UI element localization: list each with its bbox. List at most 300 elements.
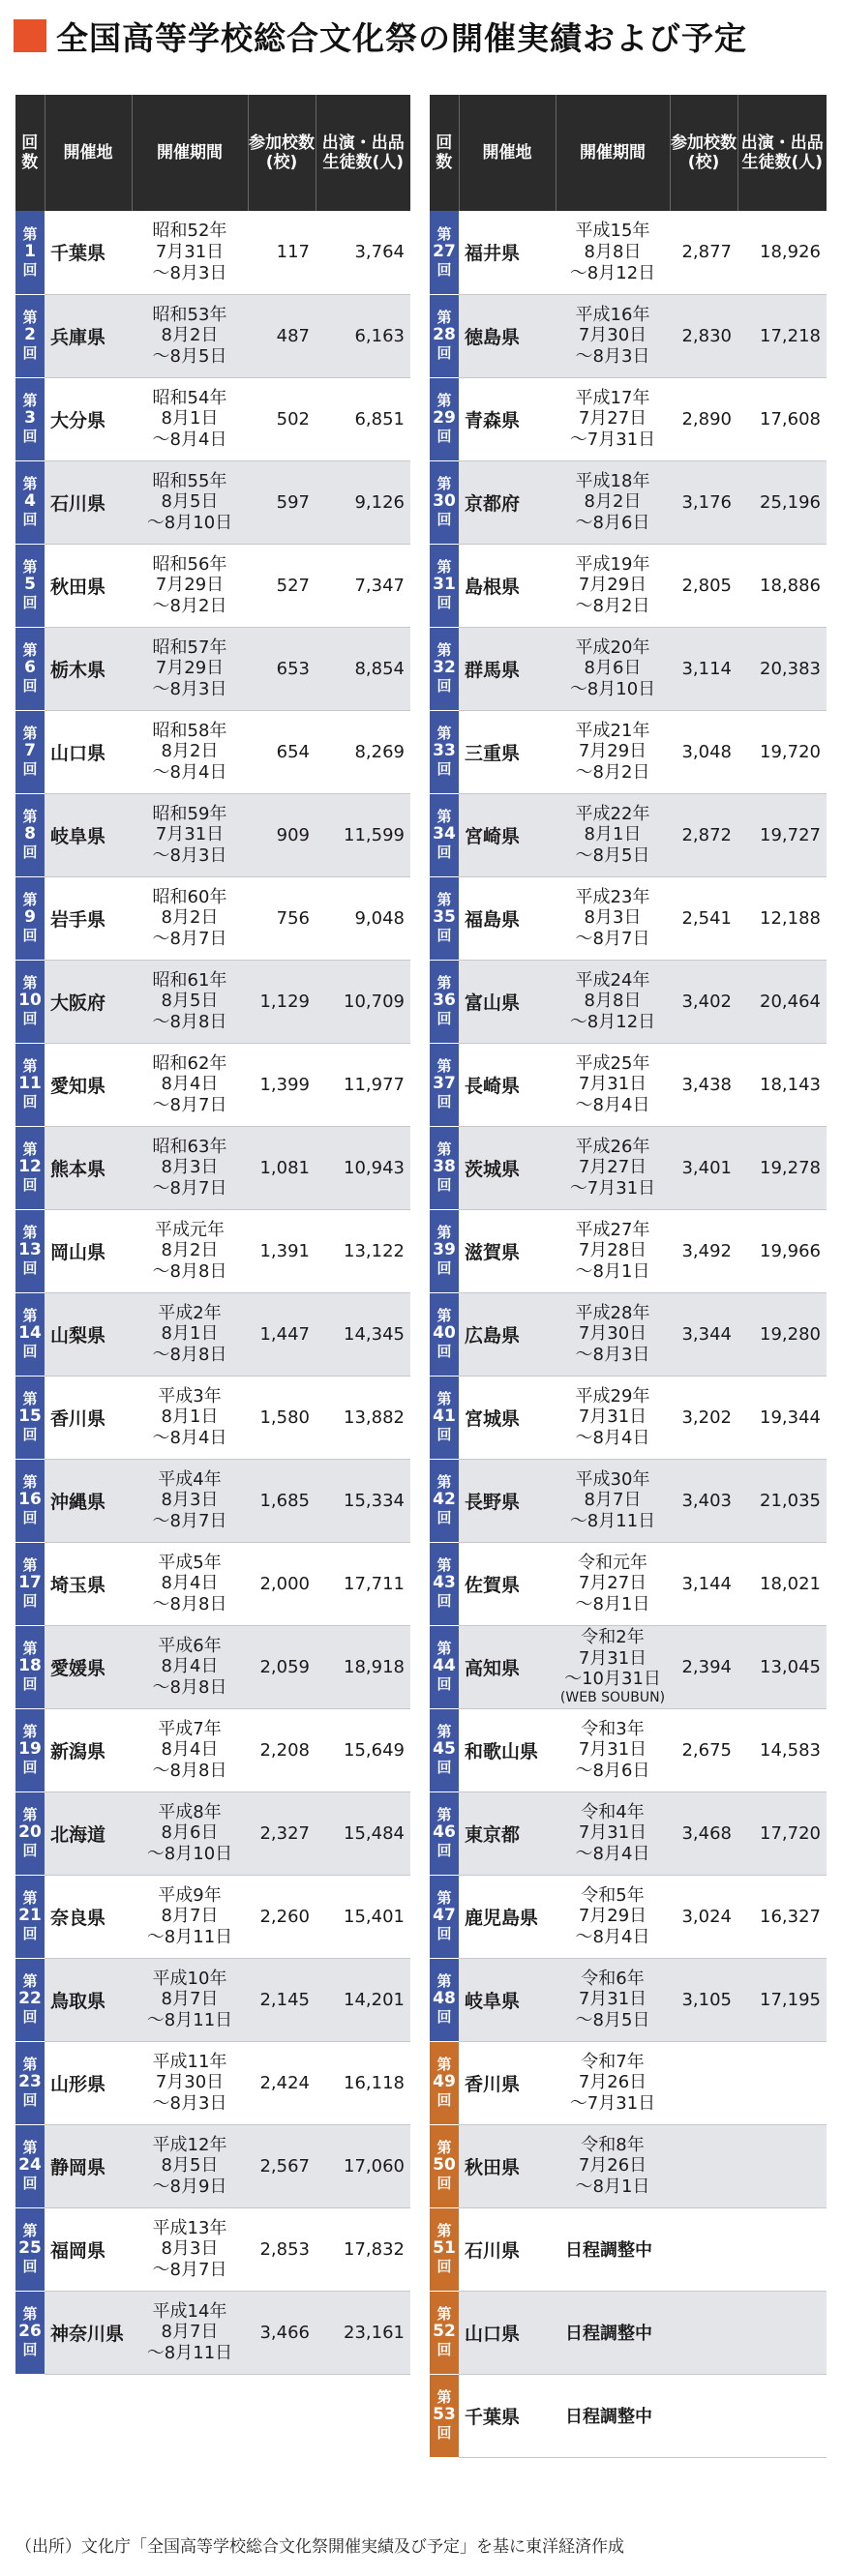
period-line: 8月8日: [584, 241, 642, 262]
edition-number: 30: [433, 491, 456, 512]
period-line: 令和元年: [578, 1552, 647, 1573]
edition-suffix: 回: [436, 593, 452, 611]
period-line: 昭和60年: [152, 886, 227, 907]
period-line: 平成22年: [575, 803, 650, 824]
table-row: [15, 1292, 410, 1376]
period-line: 〜8月11日: [146, 2009, 233, 2030]
participating-schools: 527: [248, 544, 316, 627]
edition-prefix: 第: [436, 807, 452, 825]
table-row: [430, 211, 827, 294]
participating-schools: 654: [248, 710, 316, 793]
participating-schools: 2,541: [670, 876, 737, 960]
participating-students: 6,851: [316, 377, 410, 460]
host-prefecture: 島根県: [459, 544, 556, 627]
period-line: 〜8月1日: [575, 1260, 650, 1282]
edition-number-cell: [15, 2291, 45, 2374]
table-row: [430, 1043, 827, 1126]
participating-students: 18,886: [737, 544, 827, 627]
header-schools: 参加校数(校): [248, 95, 316, 211]
edition-prefix: 第: [436, 973, 452, 992]
edition-number-cell: [15, 1376, 45, 1459]
table-row: [430, 1791, 827, 1875]
edition-prefix: 第: [22, 724, 38, 742]
edition-number: 48: [433, 1989, 456, 2009]
host-prefecture: 和歌山県: [459, 1708, 556, 1791]
period-line: 7月30日: [155, 2072, 225, 2093]
host-prefecture: 宮崎県: [459, 793, 556, 876]
edition-prefix: 第: [22, 973, 38, 992]
period-line: 〜8月8日: [152, 1593, 227, 1614]
table-body-left: [15, 211, 410, 2374]
participating-schools: 3,024: [670, 1875, 737, 1958]
participating-students: 18,918: [316, 1625, 410, 1708]
edition-number: 41: [433, 1406, 456, 1427]
edition-number-cell: [430, 211, 459, 294]
period-line: 平成29年: [575, 1385, 650, 1406]
edition-number: 15: [18, 1406, 42, 1427]
event-period: [132, 2291, 248, 2374]
table-row: [15, 793, 410, 876]
period-line: 8月3日: [161, 1157, 219, 1178]
event-period: [132, 294, 248, 377]
period-line: 平成4年: [158, 1468, 222, 1490]
edition-suffix: 回: [22, 2340, 38, 2358]
edition-number: 26: [18, 2322, 42, 2342]
edition-suffix: 回: [22, 759, 38, 778]
edition-suffix: 回: [436, 843, 452, 861]
period-line: 8月3日: [584, 907, 642, 929]
edition-number: 45: [433, 1739, 456, 1760]
period-line: 〜8月5日: [575, 2009, 650, 2030]
table-row: [15, 2124, 410, 2207]
period-line: 平成8年: [158, 1801, 222, 1822]
period-line: 〜8月5日: [152, 345, 227, 367]
participating-students: 8,269: [316, 710, 410, 793]
participating-students: 21,035: [737, 1459, 827, 1542]
participating-students: 23,161: [316, 2291, 410, 2374]
header-place: 開催地: [45, 95, 132, 211]
period-line: 〜8月11日: [569, 1510, 656, 1531]
edition-number-cell: [430, 1376, 459, 1459]
edition-number-cell: [15, 2207, 45, 2291]
table-row: [430, 1625, 827, 1708]
period-line: 昭和52年: [152, 221, 227, 242]
table-header-row: [15, 95, 410, 211]
participating-students: 25,196: [737, 460, 827, 544]
host-prefecture: 埼玉県: [45, 1542, 132, 1625]
host-prefecture: 岩手県: [45, 876, 132, 960]
period-line: 〜8月8日: [152, 1344, 227, 1365]
event-period: [132, 1376, 248, 1459]
edition-suffix: 回: [22, 2090, 38, 2109]
edition-number-cell: [15, 710, 45, 793]
period-line: 平成30年: [575, 1468, 650, 1490]
host-prefecture: 鳥取県: [45, 1958, 132, 2041]
period-line: 8月5日: [161, 2155, 219, 2176]
participating-schools: 1,129: [248, 960, 316, 1043]
event-period: [556, 960, 670, 1043]
period-line: 平成10年: [152, 1968, 227, 1989]
event-period: [132, 1043, 248, 1126]
edition-prefix: 第: [22, 1306, 38, 1324]
host-prefecture: 石川県: [45, 460, 132, 544]
edition-prefix: 第: [436, 890, 452, 908]
edition-number: 18: [18, 1656, 42, 1676]
edition-suffix: 回: [436, 1674, 452, 1693]
edition-number: 7: [24, 741, 36, 761]
edition-prefix: 第: [436, 640, 452, 659]
edition-number-cell: [15, 1292, 45, 1376]
period-line: 令和2年: [581, 1627, 645, 1648]
edition-number-cell: [15, 460, 45, 544]
edition-prefix: 第: [436, 1140, 452, 1158]
period-line: 8月4日: [161, 1074, 219, 1095]
participating-students: 13,882: [316, 1376, 410, 1459]
participating-schools: 2,805: [670, 544, 737, 627]
period-line: 〜8月7日: [152, 1177, 227, 1199]
period-line: 7月31日: [578, 1822, 647, 1844]
participating-students: 8,854: [316, 627, 410, 710]
header-period: 開催期間: [556, 95, 670, 211]
period-line: 平成5年: [158, 1552, 222, 1573]
edition-prefix: 第: [22, 557, 38, 576]
edition-prefix: 第: [22, 1639, 38, 1657]
participating-students: 10,943: [316, 1126, 410, 1209]
participating-students: 17,195: [737, 1958, 827, 2041]
edition-prefix: 第: [22, 890, 38, 908]
period-line: 昭和53年: [152, 304, 227, 325]
participating-schools: 3,492: [670, 1209, 737, 1292]
edition-prefix: 第: [22, 1805, 38, 1823]
table-row: [15, 1043, 410, 1126]
period-line: 〜8月10日: [146, 1843, 233, 1864]
participating-schools: 3,468: [670, 1791, 737, 1875]
table-row: [430, 544, 827, 627]
participating-schools: 1,081: [248, 1126, 316, 1209]
host-prefecture: 香川県: [459, 2041, 556, 2124]
edition-number: 19: [18, 1739, 42, 1760]
edition-prefix: 第: [436, 1555, 452, 1574]
edition-suffix: 回: [436, 926, 452, 944]
period-line: 7月29日: [578, 1906, 647, 1927]
edition-number: 25: [18, 2238, 42, 2259]
host-prefecture: 富山県: [459, 960, 556, 1043]
edition-suffix: 回: [436, 2257, 452, 2275]
event-period: [132, 1625, 248, 1708]
period-line: 7月27日: [578, 1157, 647, 1178]
edition-prefix: 第: [22, 308, 38, 326]
participating-schools: 3,176: [670, 460, 737, 544]
host-prefecture: 広島県: [459, 1292, 556, 1376]
edition-number-cell: [15, 211, 45, 294]
edition-number-cell: [430, 1958, 459, 2041]
table-row: [430, 1126, 827, 1209]
period-line: 7月31日: [578, 1074, 647, 1095]
participating-students: 6,163: [316, 294, 410, 377]
period-line: 7月31日: [578, 1739, 647, 1761]
edition-prefix: 第: [436, 1888, 452, 1907]
participating-schools: 3,048: [670, 710, 737, 793]
period-line: 平成3年: [158, 1385, 222, 1406]
table-row: [15, 2207, 410, 2291]
participating-schools: 2,877: [670, 211, 737, 294]
period-line: 7月26日: [578, 2155, 647, 2176]
edition-number-cell: [430, 793, 459, 876]
table-row: [15, 1459, 410, 1542]
edition-number: 4: [24, 491, 36, 512]
period-line: 7月31日: [155, 824, 225, 845]
edition-number-cell: [430, 1875, 459, 1958]
host-prefecture: 大阪府: [45, 960, 132, 1043]
edition-number: 11: [18, 1074, 42, 1094]
edition-prefix: 第: [436, 1971, 452, 1990]
participating-schools: 117: [248, 211, 316, 294]
host-prefecture: 愛知県: [45, 1043, 132, 1126]
edition-number: 6: [24, 658, 36, 678]
table-row: [430, 1708, 827, 1791]
edition-number-cell: [430, 1126, 459, 1209]
period-line: 〜8月4日: [575, 1094, 650, 1115]
edition-suffix: 回: [436, 1092, 452, 1110]
period-line: 昭和59年: [152, 803, 227, 824]
edition-number-cell: [15, 1708, 45, 1791]
edition-number: 37: [433, 1074, 456, 1094]
edition-prefix: 第: [436, 224, 452, 243]
host-prefecture: 大分県: [45, 377, 132, 460]
table-row: [430, 627, 827, 710]
host-prefecture: 岡山県: [45, 1209, 132, 1292]
participating-students: 16,327: [737, 1875, 827, 1958]
edition-suffix: 回: [22, 510, 38, 528]
period-line: 〜8月5日: [575, 844, 650, 866]
participating-students: 17,218: [737, 294, 827, 377]
edition-number-cell: [15, 793, 45, 876]
table-row: [15, 2041, 410, 2124]
edition-number-cell: [430, 876, 459, 960]
table-row: [15, 1542, 410, 1625]
edition-prefix: 第: [436, 557, 452, 576]
period-line: 7月27日: [578, 408, 647, 429]
period-line: 〜8月8日: [152, 1676, 227, 1698]
period-line: 8月4日: [161, 1656, 219, 1677]
period-line: 〜8月8日: [152, 1260, 227, 1282]
table-row: [430, 876, 827, 960]
event-period: [556, 876, 670, 960]
event-period: [132, 710, 248, 793]
participating-schools: 2,145: [248, 1958, 316, 2041]
host-prefecture: 高知県: [459, 1625, 556, 1708]
event-period: [556, 710, 670, 793]
period-line: 平成2年: [158, 1302, 222, 1323]
host-prefecture: 長野県: [459, 1459, 556, 1542]
host-prefecture: 山梨県: [45, 1292, 132, 1376]
edition-prefix: 第: [436, 1805, 452, 1823]
edition-number-cell: [430, 460, 459, 544]
edition-suffix: 回: [22, 1508, 38, 1526]
edition-number: 50: [433, 2155, 456, 2176]
table-row: [430, 2207, 827, 2291]
event-period: [132, 960, 248, 1043]
participating-schools: 3,344: [670, 1292, 737, 1376]
edition-number: 40: [433, 1323, 456, 1344]
participating-schools: 2,872: [670, 793, 737, 876]
participating-students: 13,045: [737, 1625, 827, 1708]
table-row: [430, 1209, 827, 1292]
edition-suffix: 回: [436, 343, 452, 362]
event-period: [556, 1459, 670, 1542]
table-row: [15, 544, 410, 627]
period-line: 平成16年: [575, 304, 650, 325]
participating-schools: 1,399: [248, 1043, 316, 1126]
period-line: 7月28日: [578, 1240, 647, 1261]
participating-students: 19,720: [737, 710, 827, 793]
table-row: [15, 876, 410, 960]
edition-prefix: 第: [22, 807, 38, 825]
event-period: [132, 211, 248, 294]
participating-schools: 2,853: [248, 2207, 316, 2291]
event-period: [132, 1958, 248, 2041]
participating-students: 10,709: [316, 960, 410, 1043]
period-line: 平成14年: [152, 2300, 227, 2322]
period-line: 〜8月4日: [575, 1843, 650, 1864]
event-period: [556, 2041, 670, 2124]
edition-prefix: 第: [22, 1223, 38, 1241]
edition-number: 2: [24, 325, 36, 345]
participating-students: 17,832: [316, 2207, 410, 2291]
participating-schools: 2,394: [670, 1625, 737, 1708]
participating-schools: 2,890: [670, 377, 737, 460]
host-prefecture: 秋田県: [45, 544, 132, 627]
participating-students: 20,383: [737, 627, 827, 710]
edition-prefix: 第: [436, 2055, 452, 2073]
participating-students: 11,977: [316, 1043, 410, 1126]
edition-suffix: 回: [22, 926, 38, 944]
period-line: 昭和63年: [152, 1136, 227, 1157]
period-line: 昭和56年: [152, 553, 227, 575]
table-row: [15, 1708, 410, 1791]
table-row: [15, 1875, 410, 1958]
edition-number: 10: [18, 991, 42, 1011]
period-line: 〜8月10日: [146, 512, 233, 533]
table-body-right: [430, 211, 827, 2457]
period-line: 8月2日: [584, 491, 642, 513]
source-footnote: （出所）文化庁「全国高等学校総合文化祭開催実績及び予定」を基に東洋経済作成: [15, 2537, 624, 2557]
participating-schools: 3,401: [670, 1126, 737, 1209]
edition-number: 43: [433, 1573, 456, 1593]
event-period: [556, 294, 670, 377]
edition-prefix: 第: [22, 1888, 38, 1907]
participating-students: 15,649: [316, 1708, 410, 1791]
period-line: 〜8月7日: [152, 2259, 227, 2280]
period-line: 7月27日: [578, 1573, 647, 1594]
edition-suffix: 回: [436, 1342, 452, 1360]
edition-number: 16: [18, 1490, 42, 1510]
participating-students: 19,278: [737, 1126, 827, 1209]
event-period: [132, 377, 248, 460]
event-period: [556, 1376, 670, 1459]
participating-students: 20,464: [737, 960, 827, 1043]
participating-schools: 2,567: [248, 2124, 316, 2207]
edition-prefix: 第: [436, 1639, 452, 1657]
edition-number: 52: [433, 2322, 456, 2342]
host-prefecture: 鹿児島県: [459, 1875, 556, 1958]
period-line: 昭和62年: [152, 1052, 227, 1074]
edition-suffix: 回: [436, 1591, 452, 1610]
edition-number: 5: [24, 575, 36, 595]
period-line: 8月2日: [161, 907, 219, 929]
edition-number: 21: [18, 1906, 42, 1926]
edition-suffix: 回: [22, 1758, 38, 1776]
edition-suffix: 回: [436, 676, 452, 695]
host-prefecture: 山形県: [45, 2041, 132, 2124]
period-line: 平成12年: [152, 2134, 227, 2155]
edition-suffix: 回: [436, 2174, 452, 2192]
edition-number-cell: [15, 1459, 45, 1542]
table-row: [430, 2124, 827, 2207]
edition-number: 38: [433, 1157, 456, 1177]
participating-students: 15,401: [316, 1875, 410, 1958]
event-period: [556, 1542, 670, 1625]
edition-prefix: 第: [22, 1056, 38, 1075]
participating-students: 13,122: [316, 1209, 410, 1292]
table-header-row: [430, 95, 827, 211]
period-line: 平成6年: [158, 1635, 222, 1656]
results-table-right: [430, 95, 827, 2458]
edition-number: 44: [433, 1656, 456, 1676]
period-line: 〜8月3日: [575, 345, 650, 367]
participating-students: 18,021: [737, 1542, 827, 1625]
period-line: 〜8月1日: [575, 2176, 650, 2197]
event-period: [132, 793, 248, 876]
edition-number-cell: [15, 960, 45, 1043]
participating-students: 17,060: [316, 2124, 410, 2207]
participating-students: 18,143: [737, 1043, 827, 1126]
participating-schools: 2,059: [248, 1625, 316, 1708]
period-line: 〜8月9日: [152, 2176, 227, 2197]
edition-suffix: 回: [22, 2174, 38, 2192]
period-line: 〜10月31日: [564, 1669, 661, 1690]
header-schools: 参加校数(校): [670, 95, 737, 211]
event-period: [556, 377, 670, 460]
results-table-left: [15, 95, 410, 2375]
period-line: 8月5日: [161, 991, 219, 1012]
participating-schools: 1,391: [248, 1209, 316, 1292]
event-period: [556, 1958, 670, 2041]
event-period: [556, 2124, 670, 2207]
edition-suffix: 回: [436, 427, 452, 445]
period-line: 8月7日: [161, 1989, 219, 2010]
edition-suffix: 回: [436, 2007, 452, 2026]
edition-prefix: 第: [436, 1306, 452, 1324]
period-line: 平成13年: [152, 2217, 227, 2238]
event-period: [132, 1791, 248, 1875]
header-period: 開催期間: [132, 95, 248, 211]
table-row: [15, 377, 410, 460]
period-line: 〜8月4日: [575, 1427, 650, 1448]
event-period: [132, 1126, 248, 1209]
participating-students: [737, 2041, 827, 2124]
event-period: [556, 1625, 670, 1708]
table-row: [430, 793, 827, 876]
event-period: [132, 2124, 248, 2207]
edition-number-cell: [430, 544, 459, 627]
edition-suffix: 回: [436, 759, 452, 778]
period-line: 8月4日: [161, 1573, 219, 1594]
edition-number: 13: [18, 1240, 42, 1260]
period-line: 昭和58年: [152, 720, 227, 741]
participating-students: 17,720: [737, 1791, 827, 1875]
edition-number-cell: [430, 1791, 459, 1875]
